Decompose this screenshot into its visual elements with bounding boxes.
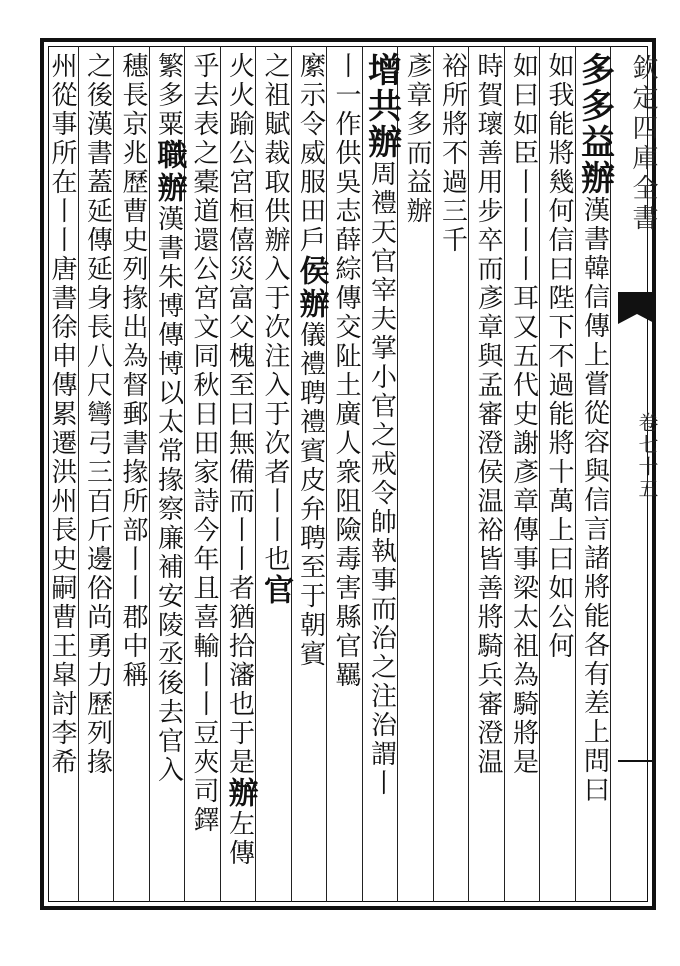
- entry-heading: 多多益辦: [574, 52, 615, 196]
- column-text: 火火踰公宮桓僖災富父槐至曰無備而丨丨者猶拾瀋也于是: [224, 52, 255, 777]
- text-column: [397, 52, 437, 226]
- column-text: 如我能將幾何信曰陛下不過能將十萬上曰如公何: [544, 52, 574, 661]
- column-text: 彥章多而益辦: [402, 52, 432, 226]
- column-text: 周禮天官宰夫掌小官之戒令帥執事而治之注治謂丨: [366, 160, 397, 798]
- column-text: 左傳: [224, 810, 255, 868]
- column-text: 乎去表之橐道還公宮文同秋日田家詩今年且喜輸丨丨豆夾: [189, 52, 219, 777]
- text-column: [78, 52, 118, 777]
- text-column: [149, 52, 189, 785]
- text-column: [433, 52, 473, 255]
- text-column: [468, 52, 508, 777]
- column-text: 之祖賦裁取供辦入于次注入于次者丨丨也: [260, 52, 290, 574]
- text-column: [362, 52, 402, 798]
- text-column: [255, 52, 295, 607]
- text-column: [575, 52, 615, 805]
- margin-divider: [618, 760, 656, 762]
- column-text: 京兆歷曹史列掾出為督郵書掾所部丨丨郡中稱: [118, 110, 148, 690]
- entry-heading: 增共辦: [361, 52, 402, 160]
- text-column: [504, 52, 544, 777]
- text-column: [184, 52, 224, 835]
- book-title: 欽定四庫全書: [628, 54, 658, 234]
- column-text: 漢書韓信傳上嘗從容與信言諸將能各有差上問曰: [579, 196, 610, 805]
- text-column: [220, 52, 260, 868]
- column-text: 穗長: [118, 52, 148, 110]
- text-column: [291, 52, 331, 669]
- entry-heading: 官: [258, 574, 293, 607]
- column-text: 漢書朱博傳博以太常掾察廉補安陵丞後去官入: [153, 205, 184, 785]
- text-column: [113, 52, 153, 690]
- text-column: [42, 52, 82, 777]
- entry-heading: 職辦: [151, 139, 187, 205]
- column-text: 繁多粟: [153, 52, 184, 139]
- column-text: 縻示令威服田戶: [295, 52, 326, 255]
- column-text: 司鐸: [189, 777, 219, 835]
- column-text: 之後漢書蓋延傳延身長八尺彎弓三百斤邊俗尚勇力歷列掾: [82, 52, 113, 777]
- text-column: [326, 52, 366, 690]
- entry-heading: 侯辦: [293, 255, 329, 321]
- text-column: [539, 52, 579, 661]
- column-text: 州從事所在丨丨唐書徐申傳累遷洪州長史嗣曹王皐討李希: [47, 52, 77, 777]
- column-text: 裕所將不過三千: [437, 52, 468, 255]
- entry-heading: 辦: [222, 777, 258, 810]
- column-text: 時賀瓌善用步卒而彥章與孟審澄侯温裕皆善將騎兵審澄温: [473, 52, 503, 777]
- volume-label: 卷七十五: [635, 412, 659, 500]
- column-text: 儀禮聘禮賓皮弁聘至于朝賓: [295, 321, 326, 669]
- column-text: 如曰如臣丨丨丨丨耳又五代史謝彥章傳事梁太祖為騎將是: [508, 52, 539, 777]
- column-text: 丨一作供吳志薛綜傳交阯土廣人衆阻險毒害縣官羈: [331, 52, 361, 690]
- fishtail-mark: [618, 292, 656, 314]
